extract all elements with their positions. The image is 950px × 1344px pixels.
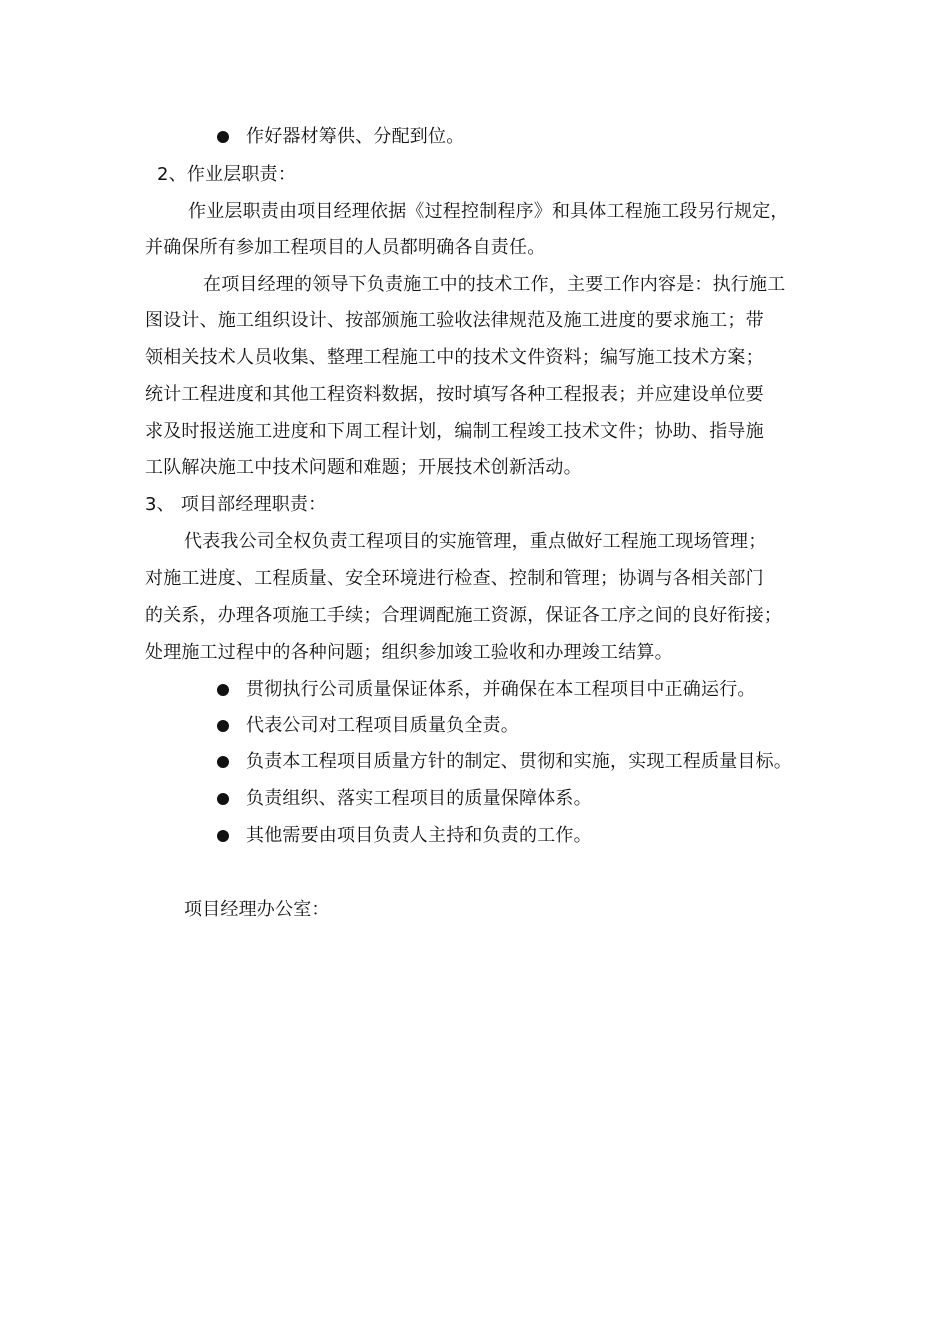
section-2-heading: 2、作业层职责： (157, 164, 297, 185)
paragraph-line: 代表我公司全权负责工程项目的实施管理，重点做好工程施工现场管理； (184, 531, 767, 552)
paragraph-line: 作业层职责由项目经理依据《过程控制程序》和具体工程施工段另行规定， (188, 201, 789, 222)
paragraph-line: 领相关技术人员收集、整理工程施工中的技术文件资料；编写施工技术方案； (145, 347, 764, 368)
list-item (217, 678, 756, 702)
bullet-icon (217, 793, 229, 805)
paragraph-line: 并确保所有参加工程项目的人员都明确各自责任。 (145, 237, 546, 258)
list-item (217, 787, 592, 811)
bullet-text: 作好器材筹供、分配到位。 (246, 126, 465, 147)
bullet-text: 贯彻执行公司质量保证体系，并确保在本工程项目中正确运行。 (246, 679, 756, 700)
list-item (217, 824, 592, 848)
list-item (217, 714, 519, 738)
bullet-text: 负责组织、落实工程项目的质量保障体系。 (246, 788, 592, 809)
paragraph-line: 对施工进度、工程质量、安全环境进行检查、控制和管理；协调与各相关部门 (145, 568, 764, 589)
bullet-icon (217, 830, 229, 842)
list-item (217, 750, 792, 774)
bullet-text: 代表公司对工程项目质量负全责。 (246, 715, 519, 736)
paragraph-line: 统计工程进度和其他工程资料数据，按时填写各种工程报表；并应建设单位要 (145, 384, 764, 405)
bullet-text: 负责本工程项目质量方针的制定、贯彻和实施，实现工程质量目标。 (246, 751, 792, 772)
bullet-icon (217, 720, 229, 732)
section-3-heading: 3、 项目部经理职责： (145, 494, 327, 515)
bullet-text: 其他需要由项目负责人主持和负责的工作。 (246, 825, 592, 846)
paragraph-line: 图设计、施工组织设计、按部颁施工验收法律规范及施工进度的要求施工；带 (145, 310, 764, 331)
paragraph-line: 在项目经理的领导下负责施工中的技术工作，主要工作内容是：执行施工 (203, 274, 786, 295)
office-label: 项目经理办公室： (184, 899, 330, 920)
paragraph-line: 的关系，办理各项施工手续；合理调配施工资源，保证各工序之间的良好衔接； (145, 605, 782, 626)
paragraph-line: 工队解决施工中技术问题和难题；开展技术创新活动。 (145, 457, 582, 478)
bullet-icon (217, 756, 229, 768)
bullet-icon (217, 131, 229, 143)
list-item (217, 125, 464, 149)
paragraph-line: 求及时报送施工进度和下周工程计划，编制工程竣工技术文件；协助、指导施 (145, 421, 764, 442)
bullet-icon (217, 684, 229, 696)
paragraph-line: 处理施工过程中的各种问题；组织参加竣工验收和办理竣工结算。 (145, 642, 673, 663)
